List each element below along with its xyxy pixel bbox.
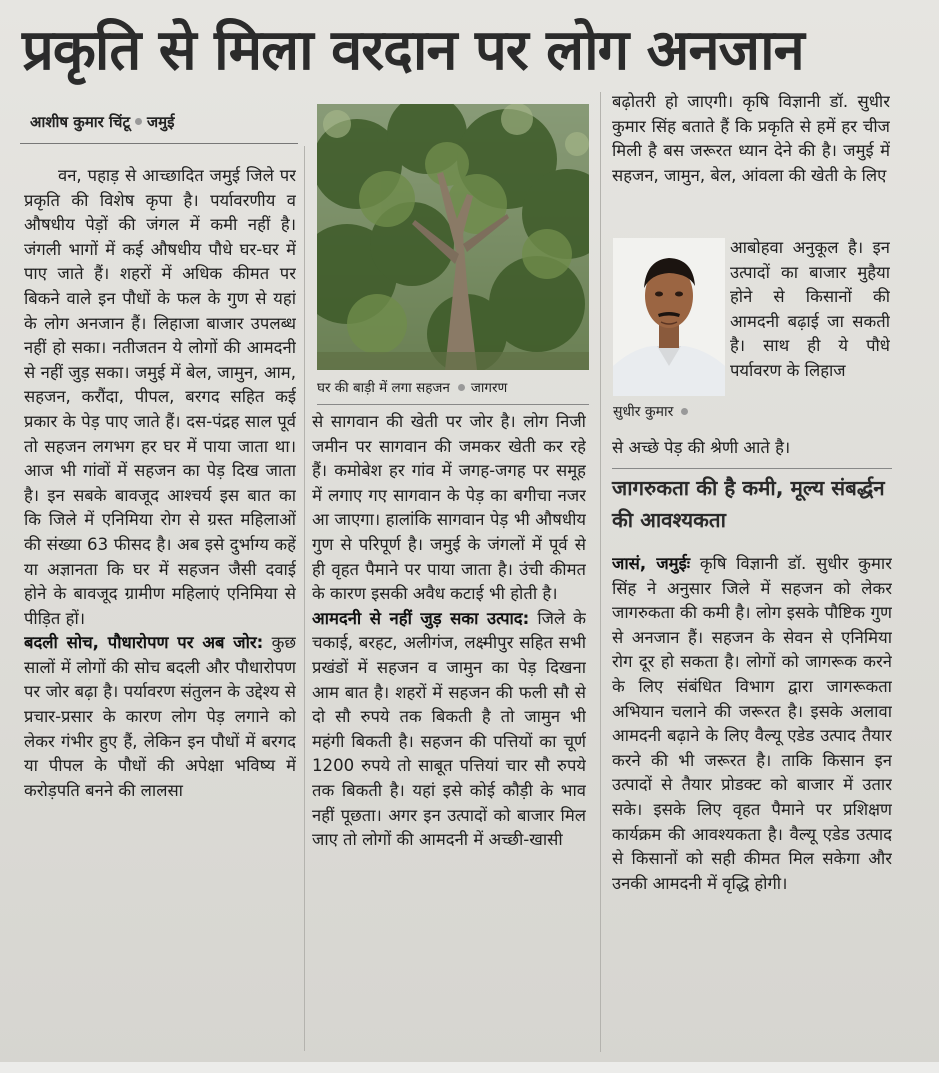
byline (30, 112, 174, 136)
bullet-icon (681, 408, 688, 415)
column-3-paragraph-line: से अच्छे पेड़ की श्रेणी आते है। (612, 438, 791, 457)
subheadline: जागरुकता की है कमी, मूल्य संबर्द्धन की आवश्यकता (612, 476, 885, 532)
bottom-edge (0, 1062, 939, 1073)
column-2-paragraph-1: से सागवान की खेती पर जोर है। लोग निजी जमीन पर सागवान की जमकर खेती कर रहे हैं। कमोबेश हर गांव में जगह-जगह पर समूह में लगाए गए सागवान के पेड़ का बगीचा नजर आ जाएगा। हालांकि सागवान पेड़ भी औषधीय गुण से परिपूर्ण है। जमुई के जंगलों में पूर्व से ही वृहत पैमाने पर पाया जाता है। उंची कीमत के कारण इसकी अवैध कटाई भी होती है। (312, 412, 586, 604)
section-lead-1: बदली सोच, पौधारोपण पर अब जोर: (24, 633, 264, 653)
portrait-photo (613, 238, 725, 396)
dateline: जासं, जमुईः (612, 554, 691, 573)
section-paragraph-1 (24, 631, 296, 803)
photo-caption (317, 378, 589, 400)
photo-caption-text: घर की बाड़ी में लगा सहजन (317, 380, 450, 396)
article-column-3-bottom (612, 552, 892, 1052)
article-column-3-wrap (730, 236, 890, 436)
column-3-paragraph-wrap: आबोहवा अनुकूल है। इन उत्पादों का बाजार मुहैया होने से किसानों की आमदनी बढ़ाई जा सकती है। साथ ही ये पौधे पर्यावरण के लिहाज (730, 238, 890, 380)
portrait-illustration (613, 238, 725, 396)
byline-rule (20, 143, 298, 144)
section-lead-2: आमदनी से नहीं जुड़ सका उत्पाद: (312, 608, 530, 628)
byline-place: जमुई (147, 113, 175, 131)
section-paragraph-2 (312, 607, 586, 853)
portrait-name: सुधीर कुमार (613, 404, 674, 420)
article-column-1 (24, 164, 296, 1049)
column-3-paragraph-body (612, 552, 892, 896)
portrait-caption (613, 402, 728, 424)
article-column-3-top (612, 90, 890, 230)
section-body-2: जिले के चकाई, बरहट, अलीगंज, लक्ष्मीपुर सहित सभी प्रखंडों में सहजन व जामुन का पेड़ दिखना आम बात है। शहरों में सहजन की फली सौ से दो सौ रुपये तक बिकती है तो जामुन भी महंगी बिकती है। सहजन की पत्तियों का चूर्ण 1200 रुपये तो साबूत पत्तियां चार सौ रुपये तक बिकती है। यहां इसे कोई कौड़ी के भाव नहीं पूछता। अगर इन उत्पादों को बाजार मिल जाए तो लोगों की आमदनी में अच्छी-खासी (312, 608, 586, 850)
column-3-body: कृषि विज्ञानी डॉ. सुधीर कुमार सिंह ने अनुसार जिले में सहजन को लेकर जागरुकता की कमी है। लोग इसके पौष्टिक गुण से अनजान हैं। सहजन के सेवन से एनिमिया रोग दूर हो सकता है। लोगों को जागरूक करने के लिए संबंधित विभाग द्वारा जागरूकता अभियान चलाने की जरूरत है। इसके अलावा आमदनी बढ़ाने के लिए वैल्यू एडेड उत्पाद तैयार करने की भी जरूरत है। ताकि किसान इन उत्पादों से तैयार प्रोडक्ट को बाजार में उतार सके। इसके लिए वृहत पैमाने पर प्रशिक्षण कार्यक्रम की आवश्यकता है। वैल्यू एडेड उत्पाद से किसानों को सही कीमत मिल सकेगा और उनकी आमदनी में वृद्धि होगी। (612, 554, 892, 893)
column-divider (304, 146, 305, 1051)
byline-author: आशीष कुमार चिंटू (30, 113, 131, 131)
tree-photo-illustration (317, 104, 589, 370)
bullet-icon (458, 384, 465, 391)
column-divider (600, 92, 601, 1052)
article-column-2 (312, 410, 586, 1050)
intro-paragraph: वन, पहाड़ से आच्छादित जमुई जिले पर प्रकृति की विशेष कृपा है। पर्यावरणीय व औषधीय पेड़ों की जंगल में कमी नहीं है। जंगली भागों में कई औषधीय पौधे घर-घर में पाए जाते हैं। शहरों में अधिक कीमत पर बिकने वाले इन पौधों के फल के गुण से यहां के लोग अनजान हैं। लिहाजा बाजार उपलब्ध नहीं हो सका। नतीजतन ये लोगों की आमदनी से नहीं जुड़ सका। जमुई में बेल, जामुन, आम, सहजन, करौंदा, पीपल, बरगद सहित कई प्रकार के पेड़ पाए जाते हैं। दस-पंद्रह साल पूर्व तो सहजन लगभग हर घर में पाया जाता था। आज भी गांवों में सहजन का पेड़ दिख जाता है। इन सबके बावजूद आश्चर्य इस बात का कि जिले में एनिमिया रोग से ग्रस्त महिलाओं की संख्या 63 फीसद है। अब इसे दुर्भाग्य कहें या अज्ञानता कि घर में सहजन जैसी दवाई होने के बावजूद ग्रामीण महिलाएं एनिमिया से पीड़ित हों। (24, 166, 296, 628)
column-3-paragraph-top: बढ़ोतरी हो जाएगी। कृषि विज्ञानी डॉ. सुधीर कुमार सिंह बताते हैं कि प्रकृति से हमें हर चीज मिली है बस जरूरत ध्यान देने की है। जमुई में सहजन, जामुन, बेल, आंवला की खेती के लिए (612, 92, 890, 185)
headline: प्रकृति से मिला वरदान पर लोग अनजान (22, 18, 804, 83)
photo-credit: जागरण (470, 380, 508, 396)
section-body-1: कुछ सालों में लोगों की सोच बदली और पौधारोपण पर जोर बढ़ा है। पर्यावरण संतुलन के उद्देश्य से प्रचार-प्रसार के कारण लोग पेड़ लगाने को लेकर गंभीर हुए हैं, लेकिन इन पौधों में बरगद या पीपल के पौधों की अपेक्षा भविष्य में करोड़पति बनने की लालसा (24, 633, 296, 800)
article-column-3-line (612, 436, 892, 462)
tree-photo (317, 104, 589, 370)
subhead-rule (612, 468, 892, 469)
caption-rule (317, 404, 589, 405)
bullet-icon (135, 118, 142, 125)
